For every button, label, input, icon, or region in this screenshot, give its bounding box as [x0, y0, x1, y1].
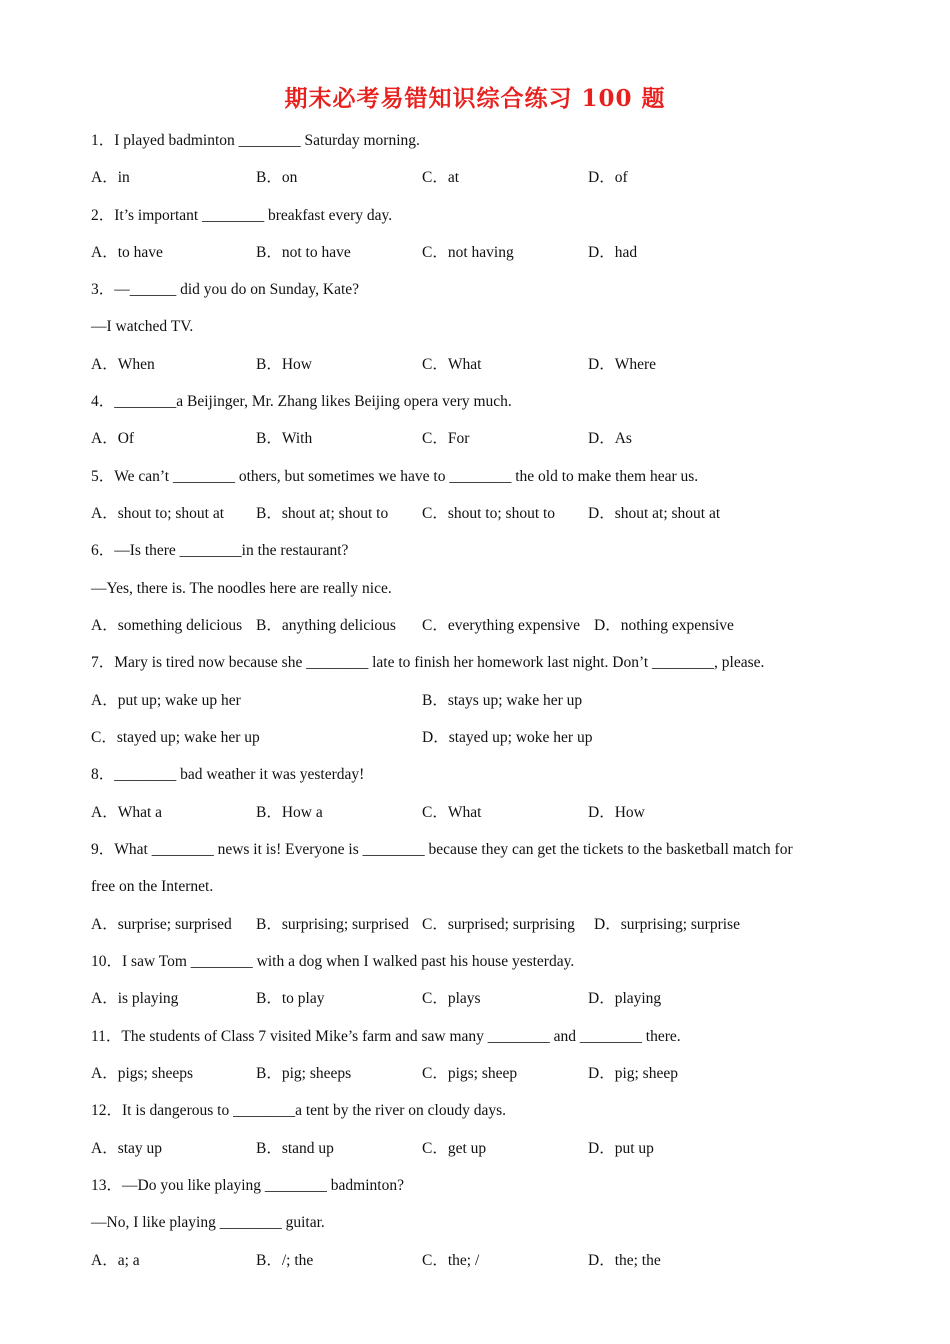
q1-option-c: C．at — [422, 169, 460, 186]
question-11: 11．The students of Class 7 visited Mike’s farm and saw many ________ and ________ there. — [91, 1028, 681, 1045]
q8-option-b: B．How a — [256, 804, 323, 821]
question-9-continued: free on the Internet. — [91, 878, 214, 895]
q3-option-a: A．When — [91, 356, 155, 373]
q4-option-d: D．As — [588, 430, 632, 447]
q11-option-c: C．pigs; sheep — [422, 1065, 518, 1082]
question-6-reply: —Yes, there is. The noodles here are really nice. — [91, 580, 392, 597]
question-9: 9．What ________ news it is! Everyone is ________ because they can get the tickets to the basketball match for — [91, 841, 793, 858]
q3-option-b: B．How — [256, 356, 312, 373]
q5-option-b: B．shout at; shout to — [256, 505, 389, 522]
q5-option-a: A．shout to; shout at — [91, 505, 225, 522]
q9-option-c: C．surprised; surprising — [422, 916, 575, 933]
q4-option-a: A．Of — [91, 430, 135, 447]
q2-option-c: C．not having — [422, 244, 514, 261]
q6-option-c: C．everything expensive — [422, 617, 580, 634]
question-4: 4．________a Beijinger, Mr. Zhang likes Beijing opera very much. — [91, 393, 512, 410]
q1-option-b: B．on — [256, 169, 298, 186]
question-2: 2．It’s important ________ breakfast every day. — [91, 207, 393, 224]
q10-option-d: D．playing — [588, 990, 662, 1007]
q13-option-c: C．the; / — [422, 1252, 480, 1269]
q6-option-b: B．anything delicious — [256, 617, 396, 634]
q10-option-b: B．to play — [256, 990, 325, 1007]
question-3-reply: —I watched TV. — [91, 318, 194, 335]
q3-option-d: D．Where — [588, 356, 656, 373]
question-1: 1．I played badminton ________ Saturday morning. — [91, 132, 420, 149]
q1-option-a: A．in — [91, 169, 130, 186]
question-3: 3．—______ did you do on Sunday, Kate? — [91, 281, 360, 298]
q2-option-a: A．to have — [91, 244, 163, 261]
q5-option-c: C．shout to; shout to — [422, 505, 556, 522]
q2-option-d: D．had — [588, 244, 638, 261]
q9-option-d: D．surprising; surprise — [594, 916, 740, 933]
q8-option-d: D．How — [588, 804, 645, 821]
q4-option-c: C．For — [422, 430, 470, 447]
q9-option-b: B．surprising; surprised — [256, 916, 409, 933]
q7-option-b: B．stays up; wake her up — [422, 692, 583, 709]
question-12: 12．It is dangerous to ________a tent by the river on cloudy days. — [91, 1102, 506, 1119]
q12-option-a: A．stay up — [91, 1140, 163, 1157]
q2-option-b: B．not to have — [256, 244, 351, 261]
q8-option-a: A．What a — [91, 804, 163, 821]
question-8: 8．________ bad weather it was yesterday! — [91, 766, 365, 783]
question-6: 6．—Is there ________in the restaurant? — [91, 542, 349, 559]
q8-option-c: C．What — [422, 804, 482, 821]
q13-option-b: B．/; the — [256, 1252, 314, 1269]
q4-option-b: B．With — [256, 430, 313, 447]
q13-option-d: D．the; the — [588, 1252, 661, 1269]
q3-option-c: C．What — [422, 356, 482, 373]
q6-option-a: A．something delicious — [91, 617, 243, 634]
q5-option-d: D．shout at; shout at — [588, 505, 721, 522]
question-7: 7．Mary is tired now because she ________ late to finish her homework last night. Don’t ________, please. — [91, 654, 765, 671]
q9-option-a: A．surprise; surprised — [91, 916, 232, 933]
q7-option-a: A．put up; wake up her — [91, 692, 241, 709]
question-5: 5．We can’t ________ others, but sometimes we have to ________ the old to make them hear us. — [91, 468, 699, 485]
q10-option-c: C．plays — [422, 990, 481, 1007]
q6-option-d: D．nothing expensive — [594, 617, 734, 634]
q11-option-a: A．pigs; sheeps — [91, 1065, 194, 1082]
q12-option-d: D．put up — [588, 1140, 654, 1157]
q1-option-d: D．of — [588, 169, 628, 186]
question-13: 13．—Do you like playing ________ badminton? — [91, 1177, 404, 1194]
page-title: 期末必考易错知识综合练习 100 题 — [284, 85, 666, 112]
q11-option-d: D．pig; sheep — [588, 1065, 678, 1082]
q7-option-d: D．stayed up; woke her up — [422, 729, 593, 746]
question-13-reply: —No, I like playing ________ guitar. — [91, 1214, 325, 1231]
q7-option-c: C．stayed up; wake her up — [91, 729, 260, 746]
q12-option-c: C．get up — [422, 1140, 487, 1157]
question-10: 10．I saw Tom ________ with a dog when I walked past his house yesterday. — [91, 953, 575, 970]
q10-option-a: A．is playing — [91, 990, 179, 1007]
q12-option-b: B．stand up — [256, 1140, 334, 1157]
q11-option-b: B．pig; sheeps — [256, 1065, 352, 1082]
q13-option-a: A．a; a — [91, 1252, 140, 1269]
